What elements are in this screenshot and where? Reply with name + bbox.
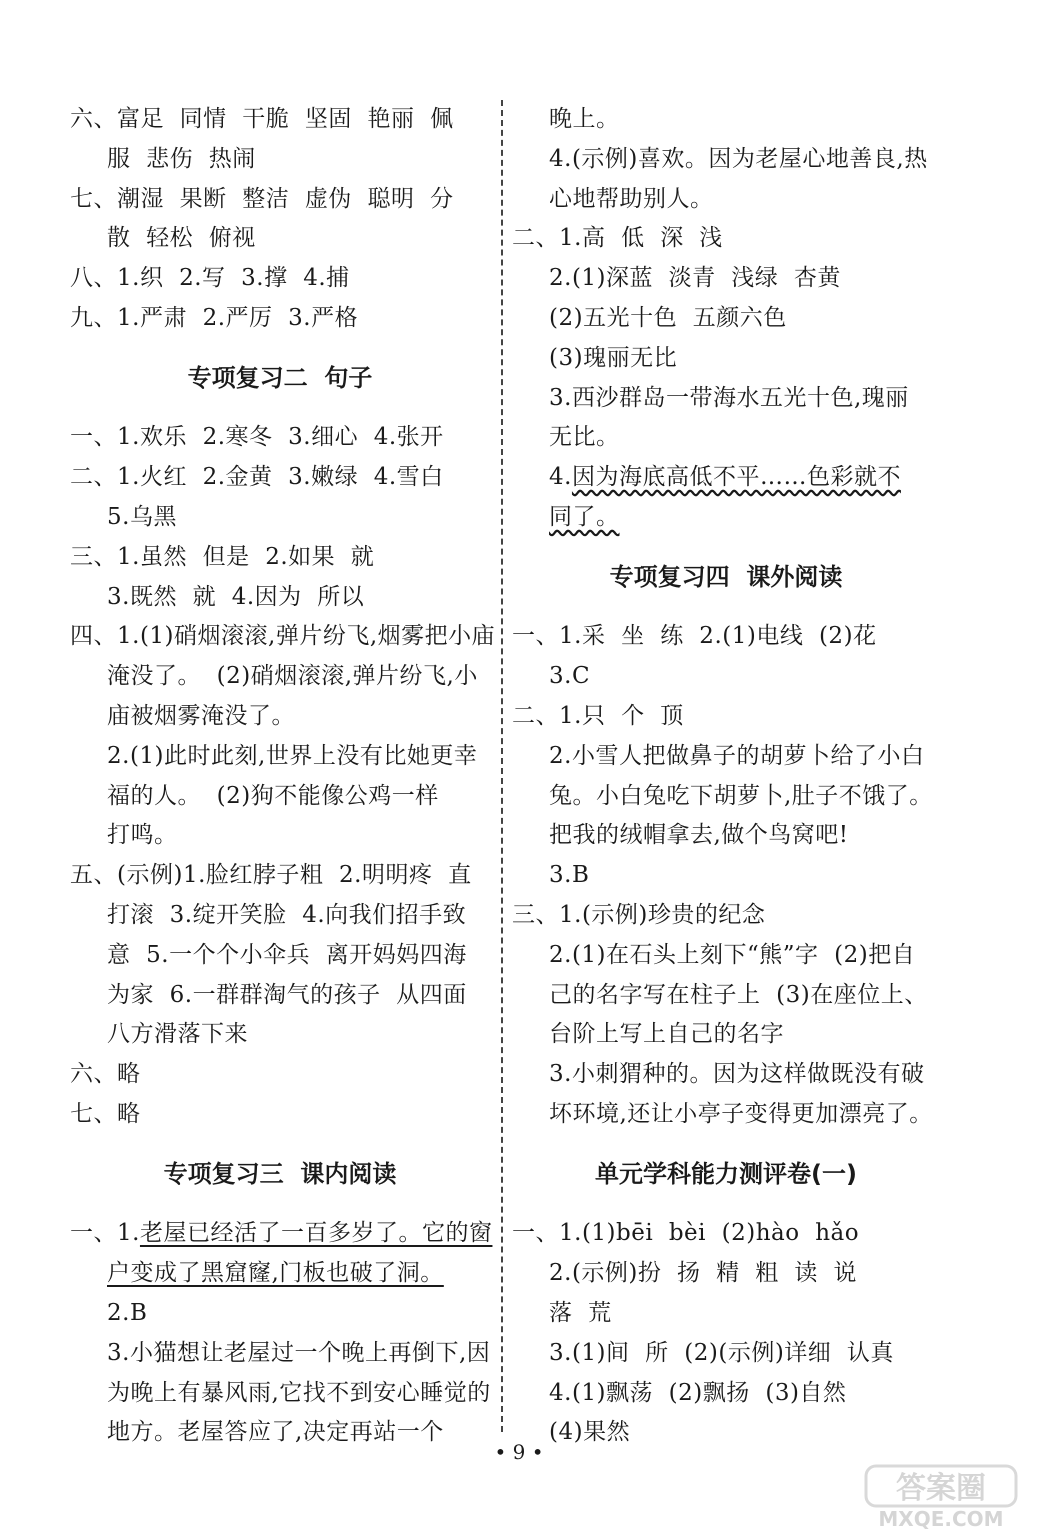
answer-text: 六、富足 同情 干脆 坚固 艳丽 佩 xyxy=(70,106,454,132)
section-heading: 专项复习二 句子 xyxy=(187,363,373,392)
answer-line xyxy=(512,777,940,817)
answer-line xyxy=(512,1294,940,1334)
answer-text: 八、1.织 2.写 3.撑 4.捕 xyxy=(70,265,350,292)
answer-line xyxy=(512,458,940,498)
section-heading: 专项复习三 课内阅读 xyxy=(163,1159,397,1188)
underlined-answer: 老屋已经活了一百多岁了。它的窗 xyxy=(139,1220,493,1247)
answer-line xyxy=(512,657,940,697)
answer-line xyxy=(70,259,490,299)
answer-text: 意 5.一个个小伞兵 离开妈妈四海 xyxy=(107,941,467,968)
answer-line xyxy=(512,936,940,976)
answer-text: 九、1.严肃 2.严厉 3.严格 xyxy=(70,304,359,331)
answer-text: 把我的绒帽拿去,做个鸟窝吧! xyxy=(549,822,849,849)
answer-text: 3.西沙群岛一带海水五光十色,瑰丽 xyxy=(549,384,909,411)
answer-line xyxy=(70,180,490,220)
answer-line xyxy=(70,936,490,976)
answer-line xyxy=(70,856,490,896)
answer-line xyxy=(512,379,940,419)
underlined-answer: 户变成了黑窟窿,门板也破了洞。 xyxy=(107,1260,444,1287)
answer-line xyxy=(70,1214,493,1254)
answer-text: 台阶上写上自己的名字 xyxy=(549,1021,784,1048)
watermark-url: MXQE.COM xyxy=(878,1507,1004,1531)
watermark-text: 答案圈 xyxy=(896,1471,986,1506)
answer-line xyxy=(70,976,490,1016)
answer-text: 打滚 3.绽开笑脸 4.向我们招手致 xyxy=(107,901,467,928)
left-column xyxy=(70,100,496,1453)
answer-line xyxy=(70,657,490,697)
answer-line xyxy=(512,140,940,180)
answer-text: 二、1.火红 2.金黄 3.嫩绿 4.雪白 xyxy=(70,464,444,491)
column-divider xyxy=(501,100,503,1432)
answer-text: 地方。老屋答应了,决定再站一个 xyxy=(107,1419,444,1446)
right-column xyxy=(512,100,940,1453)
answer-text: 一、1. xyxy=(70,1220,140,1247)
answer-line xyxy=(70,1374,490,1414)
answer-text: 3.(1)间 所 (2)(示例)详细 认真 xyxy=(549,1339,894,1366)
answer-line xyxy=(70,1055,490,1095)
answer-text: 己的名字写在柱子上 (3)在座位上、 xyxy=(549,981,928,1008)
answer-line xyxy=(512,697,940,737)
answer-line xyxy=(512,1095,940,1135)
answer-text: 2.B xyxy=(107,1299,148,1326)
answer-text: 落 荒 xyxy=(549,1299,612,1326)
answer-text: 一、1.采 坐 练 2.(1)电线 (2)花 xyxy=(512,623,877,650)
answer-text: 兔。小白兔吃下胡萝卜,肚子不饿了。 xyxy=(549,782,933,809)
answer-line xyxy=(512,856,940,896)
answer-line xyxy=(70,1294,490,1334)
answer-line xyxy=(512,976,940,1016)
answer-text: 坏环境,还让小亭子变得更加漂亮了。 xyxy=(549,1100,933,1127)
answer-text: 心地帮助别人。 xyxy=(549,185,714,212)
section-heading: 专项复习四 课外阅读 xyxy=(609,562,843,591)
answer-line xyxy=(70,816,490,856)
answer-line xyxy=(512,1334,940,1374)
answer-line xyxy=(70,418,490,458)
answer-text: 4.(示例)喜欢。因为老屋心地善良,热 xyxy=(549,145,928,172)
answer-text: 2.小雪人把做鼻子的胡萝卜给了小白 xyxy=(549,742,925,769)
answer-line xyxy=(512,339,940,379)
answer-line xyxy=(512,896,940,936)
answer-text: 5.乌黑 xyxy=(107,503,177,530)
answer-text: 2.(1)在石头上刻下“熊”字 (2)把自 xyxy=(549,941,916,968)
answer-text: 3.B xyxy=(549,862,590,889)
answer-text: 4. xyxy=(549,464,572,491)
answer-text: 2.(1)此时此刻,世界上没有比她更幸 xyxy=(107,742,478,769)
answer-line xyxy=(512,418,940,458)
answer-text: 无比。 xyxy=(549,424,620,451)
wavy-underlined-answer: 因为海底高低不平……色彩就不 xyxy=(571,464,901,491)
answer-line xyxy=(70,299,490,339)
answer-text: 三、1.(示例)珍贵的纪念 xyxy=(512,901,766,928)
answer-line xyxy=(512,1214,940,1254)
answer-text: 4.(1)飘荡 (2)飘扬 (3)自然 xyxy=(549,1379,847,1406)
answer-line xyxy=(70,538,490,578)
answer-text: 打鸣。 xyxy=(107,822,178,849)
answer-line xyxy=(70,617,496,657)
page-number: • 9 • xyxy=(494,1440,544,1464)
answer-text: 福的人。 (2)狗不能像公鸡一样 xyxy=(107,782,439,809)
answer-line xyxy=(512,180,940,220)
answer-text: 2.(示例)扮 扬 精 粗 读 说 xyxy=(549,1260,858,1287)
answer-text: (3)瑰丽无比 xyxy=(549,344,678,371)
answer-line xyxy=(512,1374,940,1414)
answer-line xyxy=(70,737,490,777)
answer-line xyxy=(70,777,490,817)
answer-line xyxy=(512,1015,940,1055)
answer-line xyxy=(70,219,490,259)
answer-text: 三、1.虽然 但是 2.如果 就 xyxy=(70,543,375,570)
wavy-underlined-answer: 同了。 xyxy=(549,503,620,530)
answer-text: 七、略 xyxy=(70,1100,141,1127)
answer-line xyxy=(70,1095,490,1135)
answer-text: 服 悲伤 热闹 xyxy=(107,145,256,172)
answer-text: 3.小猫想让老屋过一个晚上再倒下,因 xyxy=(107,1339,491,1366)
answer-line xyxy=(512,617,940,657)
answer-line xyxy=(512,1254,940,1294)
answer-line xyxy=(70,578,490,618)
answer-text: 3.小刺猬种的。因为这样做既没有破 xyxy=(549,1061,925,1088)
answer-text: 五、(示例)1.脸红脖子粗 2.明明疼 直 xyxy=(70,862,472,889)
answer-text: 晚上。 xyxy=(549,106,620,132)
watermark-logo xyxy=(858,1462,1028,1532)
answer-line xyxy=(512,219,940,259)
answer-text: 2.(1)深蓝 淡青 浅绿 杏黄 xyxy=(549,265,841,292)
answer-line xyxy=(512,100,940,140)
answer-line xyxy=(512,498,940,538)
answer-line xyxy=(70,458,490,498)
answer-line xyxy=(70,896,490,936)
answer-text: 散 轻松 俯视 xyxy=(107,225,256,252)
answer-line xyxy=(70,498,490,538)
answer-text: 二、1.只 个 顶 xyxy=(512,702,684,729)
answer-text: (4)果然 xyxy=(549,1419,631,1446)
answer-line xyxy=(70,1334,490,1374)
answer-text: 为家 6.一群群淘气的孩子 从四面 xyxy=(107,981,467,1008)
answer-text: (2)五光十色 五颜六色 xyxy=(549,304,787,331)
answer-text: 3.既然 就 4.因为 所以 xyxy=(107,583,365,610)
answer-line xyxy=(512,816,940,856)
answer-line xyxy=(512,299,940,339)
answer-line xyxy=(70,1015,490,1055)
answer-text: 庙被烟雾淹没了。 xyxy=(107,702,295,729)
answer-line xyxy=(70,1254,490,1294)
answer-text: 二、1.高 低 深 浅 xyxy=(512,225,723,252)
answer-text: 七、潮湿 果断 整洁 虚伪 聪明 分 xyxy=(70,185,454,212)
answer-text: 六、略 xyxy=(70,1061,141,1088)
answer-text: 一、1.(1)bēi bèi (2)hào hǎo xyxy=(512,1220,860,1247)
answer-line xyxy=(512,737,940,777)
answer-line xyxy=(512,259,940,299)
answer-text: 四、1.(1)硝烟滚滚,弹片纷飞,烟雾把小庙 xyxy=(70,623,496,650)
answer-line xyxy=(70,100,490,140)
answer-text: 八方滑落下来 xyxy=(107,1021,248,1048)
answer-text: 3.C xyxy=(549,663,591,690)
answer-line xyxy=(512,1055,940,1095)
section-heading: 单元学科能力测评卷(一) xyxy=(595,1159,857,1188)
answer-line xyxy=(70,140,490,180)
answer-line xyxy=(70,697,490,737)
answer-text: 淹没了。 (2)硝烟滚滚,弹片纷飞,小 xyxy=(107,663,478,690)
answer-text: 一、1.欢乐 2.寒冬 3.细心 4.张开 xyxy=(70,424,444,451)
answer-text: 为晚上有暴风雨,它找不到安心睡觉的 xyxy=(107,1379,491,1406)
